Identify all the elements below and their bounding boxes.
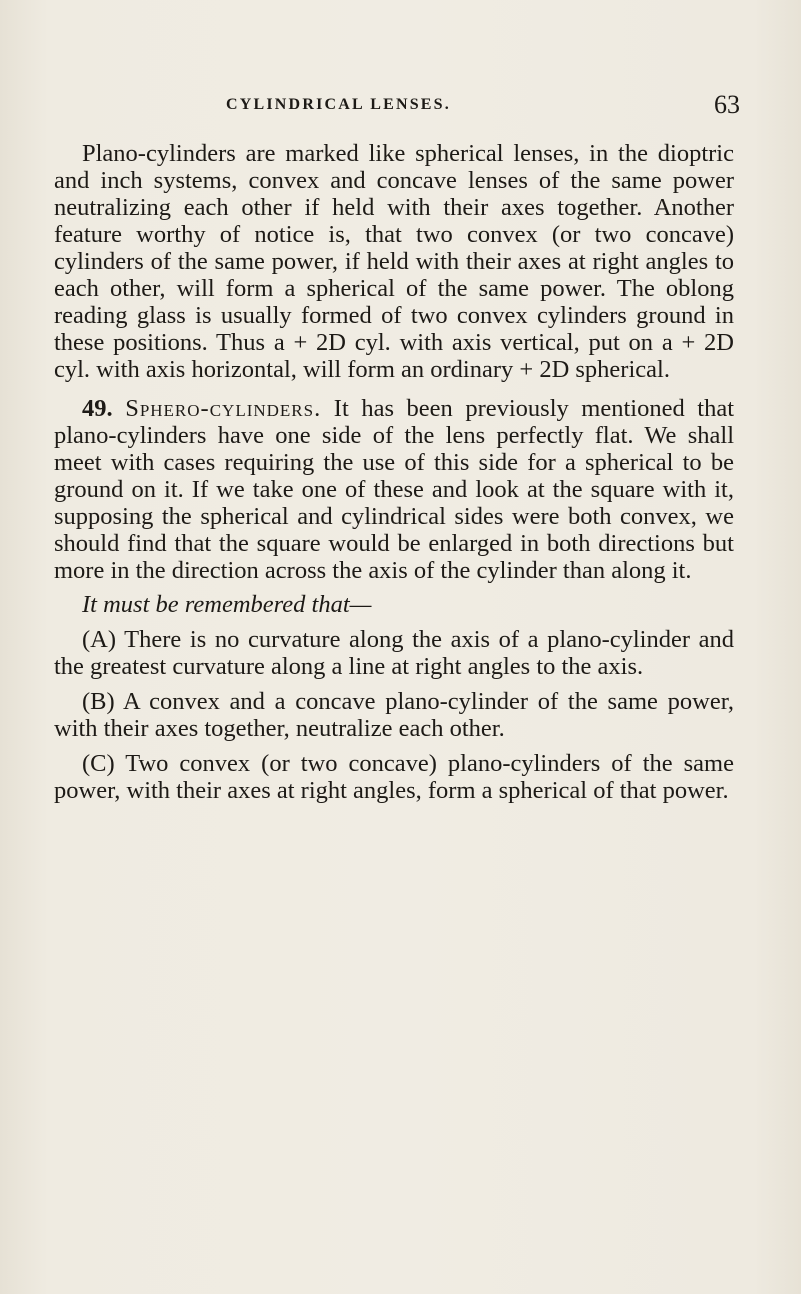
rule-c: (C) Two convex (or two concave) plano-cylinders of the same power, with their axes at right angles, form a spherical of that power. bbox=[54, 750, 734, 804]
running-title: CYLINDRICAL LENSES. bbox=[226, 96, 451, 113]
paragraph-plano-cylinders: Plano-cylinders are marked like spherical lenses, in the dioptric and inch systems, convex and concave lenses of the same power neutralizing each other if held with their axes together. Another feature worthy of notice is, that two convex (or two concave) cylinders of the same power, if held with their axes at right angles to each other, will form a spherical of the same power. The oblong reading glass is usually formed of two convex cylinders ground in these positions. Thus a + 2D cyl. with axis vertical, put on a + 2D cyl. with axis horizontal, will form an ordinary + 2D spherical. bbox=[54, 140, 734, 383]
rule-a: (A) There is no curvature along the axis of a plano-cylinder and the greatest curvature along a line at right angles to the axis. bbox=[54, 626, 734, 680]
section-number: 49. bbox=[82, 395, 113, 422]
section-text: It has been previously mentioned that plano-cylinders have one side of the lens perfectly flat. We shall meet with cases requiring the use of this side for a spherical to be ground on it. If we take one of these and look at the square with it, supposing the spherical and cylindrical sides were both convex, we should find that the square would be enlarged in both directions but more in the direction across the axis of the cylinder than along it. bbox=[54, 395, 735, 584]
rule-b: (B) A convex and a concave plano-cylinder of the same power, with their axes together, neutralize each other. bbox=[54, 688, 734, 742]
section-title: Sphero-cylinders. bbox=[125, 395, 322, 422]
page-body bbox=[54, 140, 734, 804]
paragraph-sphero-cylinders bbox=[54, 395, 734, 584]
page-number: 63 bbox=[714, 90, 740, 119]
remember-heading: It must be remembered that— bbox=[82, 591, 372, 618]
